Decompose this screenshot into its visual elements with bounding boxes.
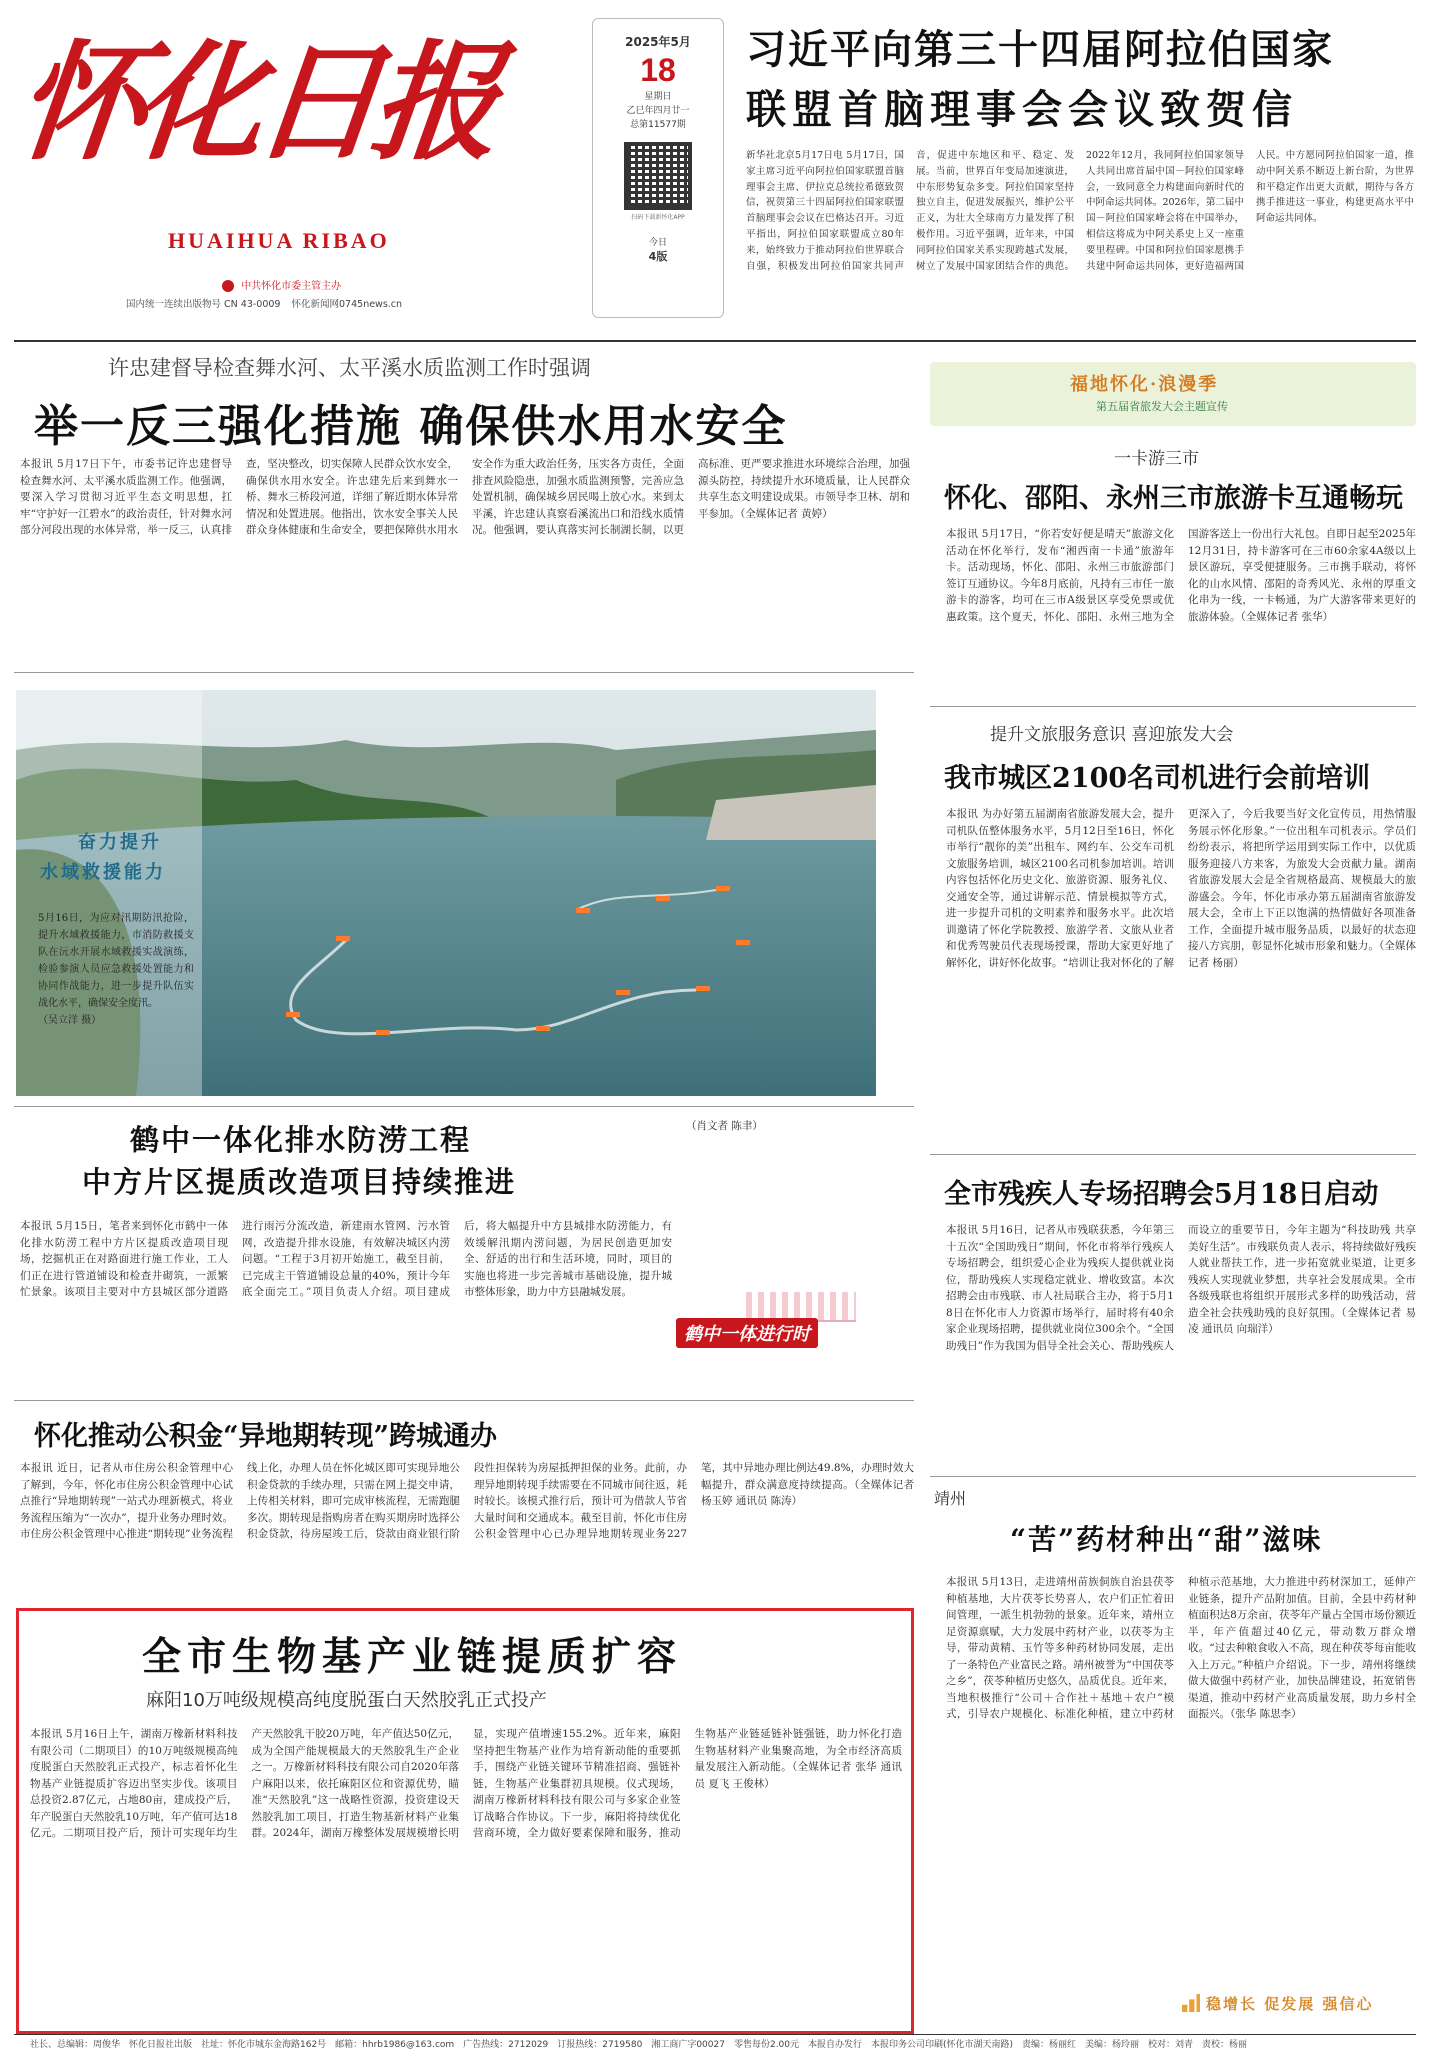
lead-headline-1[interactable]: 习近平向第三十四届阿拉伯国家: [746, 26, 1334, 73]
disabled-divider: [930, 1476, 1416, 1477]
drainage-body: 本报讯 5月15日，笔者来到怀化市鹤中一体化排水防涝工程中方片区提质改造项目现场，挖掘机正在对路面进行施工作业，工人们正在进行管道铺设和检查井砌筑，一派繁忙景象。该项目主要对中方县城区部分道路进行雨污分流改造，新建雨水管网、污水管网，改造提升排水设施，有效解决城区内涝问题。“工程于3月初开始施工，截至目前，已完成主干管道铺设总量的40%，预计今年底全面完工。”项目负责人介绍。项目建成后，将大幅提升中方县城排水防涝能力，有效缓解汛期内涝问题，为居民创造更加安全、舒适的出行和生活环境，同时，项目的实施也将进一步完善城市基础设施，提升城市整体形象，助力中方县融城发展。: [20, 1220, 672, 1298]
drainage-logo-text: 鹤中一体进行时: [676, 1318, 818, 1348]
tour-banner-sub: 第五届省旅发大会主题宣传: [1096, 400, 1228, 413]
herbs-body: 本报讯 5月13日，走进靖州苗族侗族自治县茯苓种植基地，大片茯苓长势喜人，农户们正忙着田间管理，一派生机勃勃的景象。近年来，靖州立足资源禀赋，大力发展中药材产业，以茯苓为主导，带动黄精、玉竹等多种药材协同发展，走出了一条特色产业富民之路。靖州被誉为“中国茯苓之乡”，茯苓种植历史悠久，品质优良。近年来，当地积极推行“公司＋合作社＋基地＋农户”模式，引导农户规模化、标准化种植，建立中药材种植示范基地，大力推进中药材深加工，延伸产业链条，提升产品附加值。目前，全县中药材种植面积达8万余亩，茯苓年产量占全国市场份额近半，年产值超过40亿元，带动数万群众增收。“过去种粮食收入不高，现在种茯苓每亩能收入上万元。”种植户介绍说。下一步，靖州将继续做大做强中药材产业，加快品牌建设，拓宽销售渠道，推动中药材产业高质量发展，助力乡村全面振兴。（张华 陈思李）: [946, 1576, 1416, 1720]
fund-headline[interactable]: 怀化推动公积金“异地期转现”跨城通办: [34, 1421, 498, 1452]
date-day: 18: [640, 52, 676, 88]
masthead-logo: 怀化日报: [10, 28, 498, 178]
disabled-headline[interactable]: 全市残疾人专场招聘会5月18日启动: [944, 1179, 1379, 1210]
date-lunar: 乙巳年四月廿一: [626, 106, 690, 116]
water-headline[interactable]: 举一反三强化措施 确保供水用水安全: [34, 401, 788, 452]
tour-banner-title: 福地怀化·浪漫季: [1070, 374, 1219, 395]
drivers-headline[interactable]: 我市城区2100名司机进行会前培训: [944, 763, 1371, 794]
today-label: 今日: [648, 238, 667, 248]
photo-side-panel: [16, 690, 202, 1096]
water-kicker: 许忠建督导检查舞水河、太平溪水质监测工作时强调: [108, 356, 591, 380]
drainage-body-right: （肖文者 陈聿）: [686, 1120, 763, 1132]
photo-title-2: 水域救援能力: [40, 862, 166, 883]
qr-code[interactable]: [624, 142, 692, 210]
herbs-kicker: 靖州: [934, 1489, 967, 1508]
bio-subheadline: 麻阳10万吨级规模高纯度脱蛋白天然胶乳正式投产: [146, 1690, 547, 1711]
bio-headline[interactable]: 全市生物基产业链提质扩容: [142, 1634, 683, 1680]
fund-body: 本报讯 近日，记者从市住房公积金管理中心了解到，今年，怀化市住房公积金管理中心试点推行“异地期转现”一站式办理新模式，将业务流程压缩为“一次办”，提升业务办理时效。市住房公积金管理中心推进“期转现”业务流程线上化，办理人员在怀化城区即可实现异地公积金贷款的手续办理，只需在网上提交申请，上传相关材料，即可完成审核流程，无需跑腿多次。期转现是指购房者在购买期房时选择公积金贷款，待房屋竣工后，贷款由商业银行阶段性担保转为房屋抵押担保的业务。此前，办理异地期转现手续需要在不同城市间往返，耗时较长。该模式推行后，预计可为借款人节省大量时间和交通成本。截至目前，怀化市住房公积金管理中心已办理异地期转现业务227笔，其中异地办理比例达49.8%，办理时效大幅提升，群众满意度持续提高。（全媒体记者 杨玉婷 通讯员 陈涛）: [20, 1462, 914, 1540]
publication-info: 国内统一连续出版物号 CN 43-0009 怀化新闻网0745news.cn: [126, 299, 403, 310]
drainage-headline-1[interactable]: 鹤中一体化排水防涝工程: [130, 1123, 472, 1157]
tour-body: 本报讯 5月17日，“你若安好便是晴天”旅游文化活动在怀化举行，发布“湘西南一卡通”旅游年卡。活动现场，怀化、邵阳、永州三市旅游部门签订互通协议。今年8月底前，凡持有三市任一旅游卡的游客，均可在三市A级景区享受免票或优惠政策。这个夏天，怀化、邵阳、永州三地为全国游客送上一份出行大礼包。自即日起至2025年12月31日，持卡游客可在三市60余家4A级以上景区游玩，享受便捷服务。三市携手联动，将怀化的山水风情、邵阳的奇秀风光、永州的厚重文化串为一线，一卡畅通，为广大游客带来更好的旅游体验。（全媒体记者 张华）: [946, 528, 1416, 623]
photo-title-1: 奋力提升: [78, 832, 162, 853]
drivers-divider: [930, 1154, 1416, 1155]
masthead: [0, 0, 1430, 340]
drainage-divider: [14, 1400, 914, 1401]
date-weekday: 星期日: [644, 92, 672, 102]
tour-kicker: 一卡游三市: [1114, 449, 1199, 469]
tour-banner: [930, 362, 1416, 426]
drivers-kicker: 提升文旅服务意识 喜迎旅发大会: [990, 725, 1234, 745]
masthead-rule: [14, 340, 1416, 342]
bio-body: 本报讯 5月16日上午，湖南万橡新材料科技有限公司（二期项目）的10万吨级规模高纯度脱蛋白天然胶乳正式投产，标志着怀化生物基产业链提质扩容迈出坚实步伐。该项目总投资2.87亿元，占地80亩，建成投产后，年产脱蛋白天然胶乳10万吨，年产值可达18亿元。二期项目投产后，预计可实现年均生产天然胶乳干胶20万吨，年产值达50亿元，成为全国产能规模最大的天然胶乳生产企业之一。万橡新材料科技有限公司自2020年落户麻阳以来，依托麻阳区位和资源优势，瞄准“天然胶乳”这一战略性资源，投资建设天然胶乳加工项目，打造生物基新材料产业集群。2024年，湖南万橡整体发展规模增长明显，实现产值增速155.2%。近年来，麻阳坚持把生物基产业作为培育新动能的重要抓手，围绕产业链关键环节精准招商、强链补链，生物基产业集群初具规模。仪式现场，湖南万橡新材料科技有限公司与多家企业签订战略合作协议。下一步，麻阳将持续优化营商环境，全力做好要素保障和服务，推动生物基产业链延链补链强链，助力怀化打造生物基材料产业集聚高地，为全市经济高质量发展注入新动能。（全媒体记者 张华 通讯员 夏飞 王俊林）: [30, 1728, 902, 1839]
herbs-footer-logo: 稳增长 促发展 强信心: [1182, 1988, 1412, 2018]
footer-rule: [14, 2034, 1416, 2035]
disabled-body: 本报讯 5月16日，记者从市残联获悉，今年第三十五次“全国助残日”期间，怀化市将举行残疾人专场招聘会，组织爱心企业为残疾人提供就业岗位，帮助残疾人实现稳定就业、增收致富。本次招聘会由市残联、市人社局联合主办，将于5月18日在怀化市人力资源市场举行，届时将有40余家企业现场招聘，提供就业岗位300余个。“全国助残日”作为我国为倡导全社会关心、帮助残疾人而设立的重要节日，今年主题为“科技助残 共享美好生活”。市残联负责人表示，将持续做好残疾人就业帮扶工作，进一步拓宽就业渠道，让更多残疾人实现就业梦想，共享社会发展成果。全市各级残联也将组织开展形式多样的助残活动，营造全社会扶残助残的良好氛围。（全媒体记者 易凌 通讯员 向瑞洋）: [946, 1224, 1416, 1352]
masthead-pinyin: HUAIHUA RIBAO: [168, 228, 390, 253]
page-count: 4版: [648, 250, 668, 263]
date-year-month: 2025年5月: [625, 35, 691, 49]
drainage-headline-2[interactable]: 中方片区提质改造项目持续推进: [82, 1165, 517, 1199]
tour-headline[interactable]: 怀化、邵阳、永州三市旅游卡互通畅玩: [944, 483, 1403, 514]
tour-divider: [930, 706, 1416, 707]
herbs-headline[interactable]: “苦”药材种出“甜”滋味: [1010, 1523, 1323, 1556]
sponsor: 中共怀化市委主管主办: [222, 277, 341, 292]
lead-body: 新华社北京5月17日电 5月17日，国家主席习近平向阿拉伯国家联盟首脑理事会主席、伊拉克总统拉希德致贺信，祝贺第三十四届阿拉伯国家联盟首脑理事会会议在巴格达召开。习近平指出，阿拉伯国家联盟成立80年来，始终致力于推动阿拉伯世界联合自强，积极发出阿拉伯国家共同声音，促进中东地区和平、稳定、发展。当前，世界百年变局加速演进，中东形势复杂多变。阿拉伯国家坚持独立自主，促进发展振兴，维护公平正义，为壮大全球南方力量发挥了积极作用。习近平强调，近年来，中国同阿拉伯国家关系实现跨越式发展，树立了发展中国家团结合作的典范。2022年12月，我同阿拉伯国家领导人共同出席首届中国－阿拉伯国家峰会，一致同意全力构建面向新时代的中阿命运共同体。2026年，第二届中国－阿拉伯国家峰会将在中国举办，相信这将成为中阿关系史上又一座重要里程碑。中国和阿拉伯国家愿携手共建中阿命运共同体，更好造福两国人民。中方愿同阿拉伯国家一道，推动中阿关系不断迈上新台阶，为世界和平稳定作出更大贡献，期待与各方携手推进这一事业，构建更高水平中阿命运共同体。: [746, 150, 1414, 272]
photo-caption: 5月16日，为应对汛期防汛抢险，提升水域救援能力，市消防救援支队在沅水开展水域救援实战演练，检验参演人员应急救援处置能力和协同作战能力，进一步提升队伍实战化水平，确保安全度汛。 （吴立洋 摄）: [38, 913, 194, 1026]
lead-headline-2[interactable]: 联盟首脑理事会会议致贺信: [746, 86, 1298, 133]
qr-note: 扫码下载新怀化APP: [631, 214, 685, 221]
photo-divider: [14, 1106, 914, 1107]
water-divider: [14, 672, 914, 673]
drivers-body: 本报讯 为办好第五届湖南省旅游发展大会，提升司机队伍整体服务水平，5月12日至16日，怀化市举行“靓你的美”出租车、网约车、公交车司机文旅服务培训，城区2100名司机参加培训。培训内容包括怀化历史文化、旅游资源、服务礼仪、交通安全等，通过讲解示范、情景模拟等方式，进一步提升司机的文明素养和服务水平。此次培训邀请了怀化学院教授、旅游学者、文旅从业者和优秀驾驶员代表现场授课，帮助大家更好地了解怀化，讲好怀化故事。“培训让我对怀化的了解更深入了，今后我要当好文化宣传员，用热情服务展示怀化形象。”一位出租车司机表示。学员们纷纷表示，将把所学运用到实际工作中，以优质服务迎接八方来客，为旅发大会贡献力量。湖南省旅游发展大会是全省规格最高、规模最大的旅游盛会。今年，怀化市承办第五届湖南省旅游发展大会，全市上下正以饱满的热情做好各项准备工作，全面提升城市服务品质，以最好的状态迎接八方宾朋，彰显怀化城市形象和魅力。（全媒体记者 杨丽）: [946, 808, 1416, 969]
footer-info: 社长、总编辑：周俊华 怀化日报社出版 社址：怀化市城东金海路162号 邮箱：hhrb1986@163.com 广告热线：2712029 订报热线：2719580 湘工商广字00027 零售每份2.00元 本报自办发行 本报印务公司印刷(怀化市湖天南路) 责编：杨丽红 美编：杨玲丽 校对：刘青 责校：杨丽: [30, 2040, 1248, 2050]
drainage-column-logo: [676, 1292, 866, 1350]
issue-number: 总第11577期: [630, 120, 686, 130]
water-body: 本报讯 5月17日下午，市委书记许忠建督导检查舞水河、太平溪水质监测工作。他强调，要深入学习贯彻习近平生态文明思想，扛牢“守护好一江碧水”的政治责任，针对舞水河部分河段出现的水体异常，举一反三，认真排查，坚决整改，切实保障人民群众饮水安全，确保供水用水安全。许忠建先后来到舞水一桥、舞水三桥段河道，详细了解近期水体异常情况和处置进展。他指出，饮水安全事关人民群众身体健康和生命安全，要把保障供水用水安全作为重大政治任务，压实各方责任，全面排查风险隐患，加强水质监测预警，完善应急处置机制，确保城乡居民喝上放心水。来到太平溪，许忠建认真察看溪流出口和沿线水质情况。他强调，要认真落实河长制湖长制，以更高标准、更严要求推进水环境综合治理，加强源头防控，持续提升水环境质量，让人民群众共享生态文明建设成果。市领导李卫林、胡和平参加。（全媒体记者 黄婷）: [20, 458, 910, 536]
growth-chart-icon: [1182, 1994, 1200, 2012]
party-emblem-icon: [222, 280, 234, 292]
date-box: [592, 18, 724, 318]
